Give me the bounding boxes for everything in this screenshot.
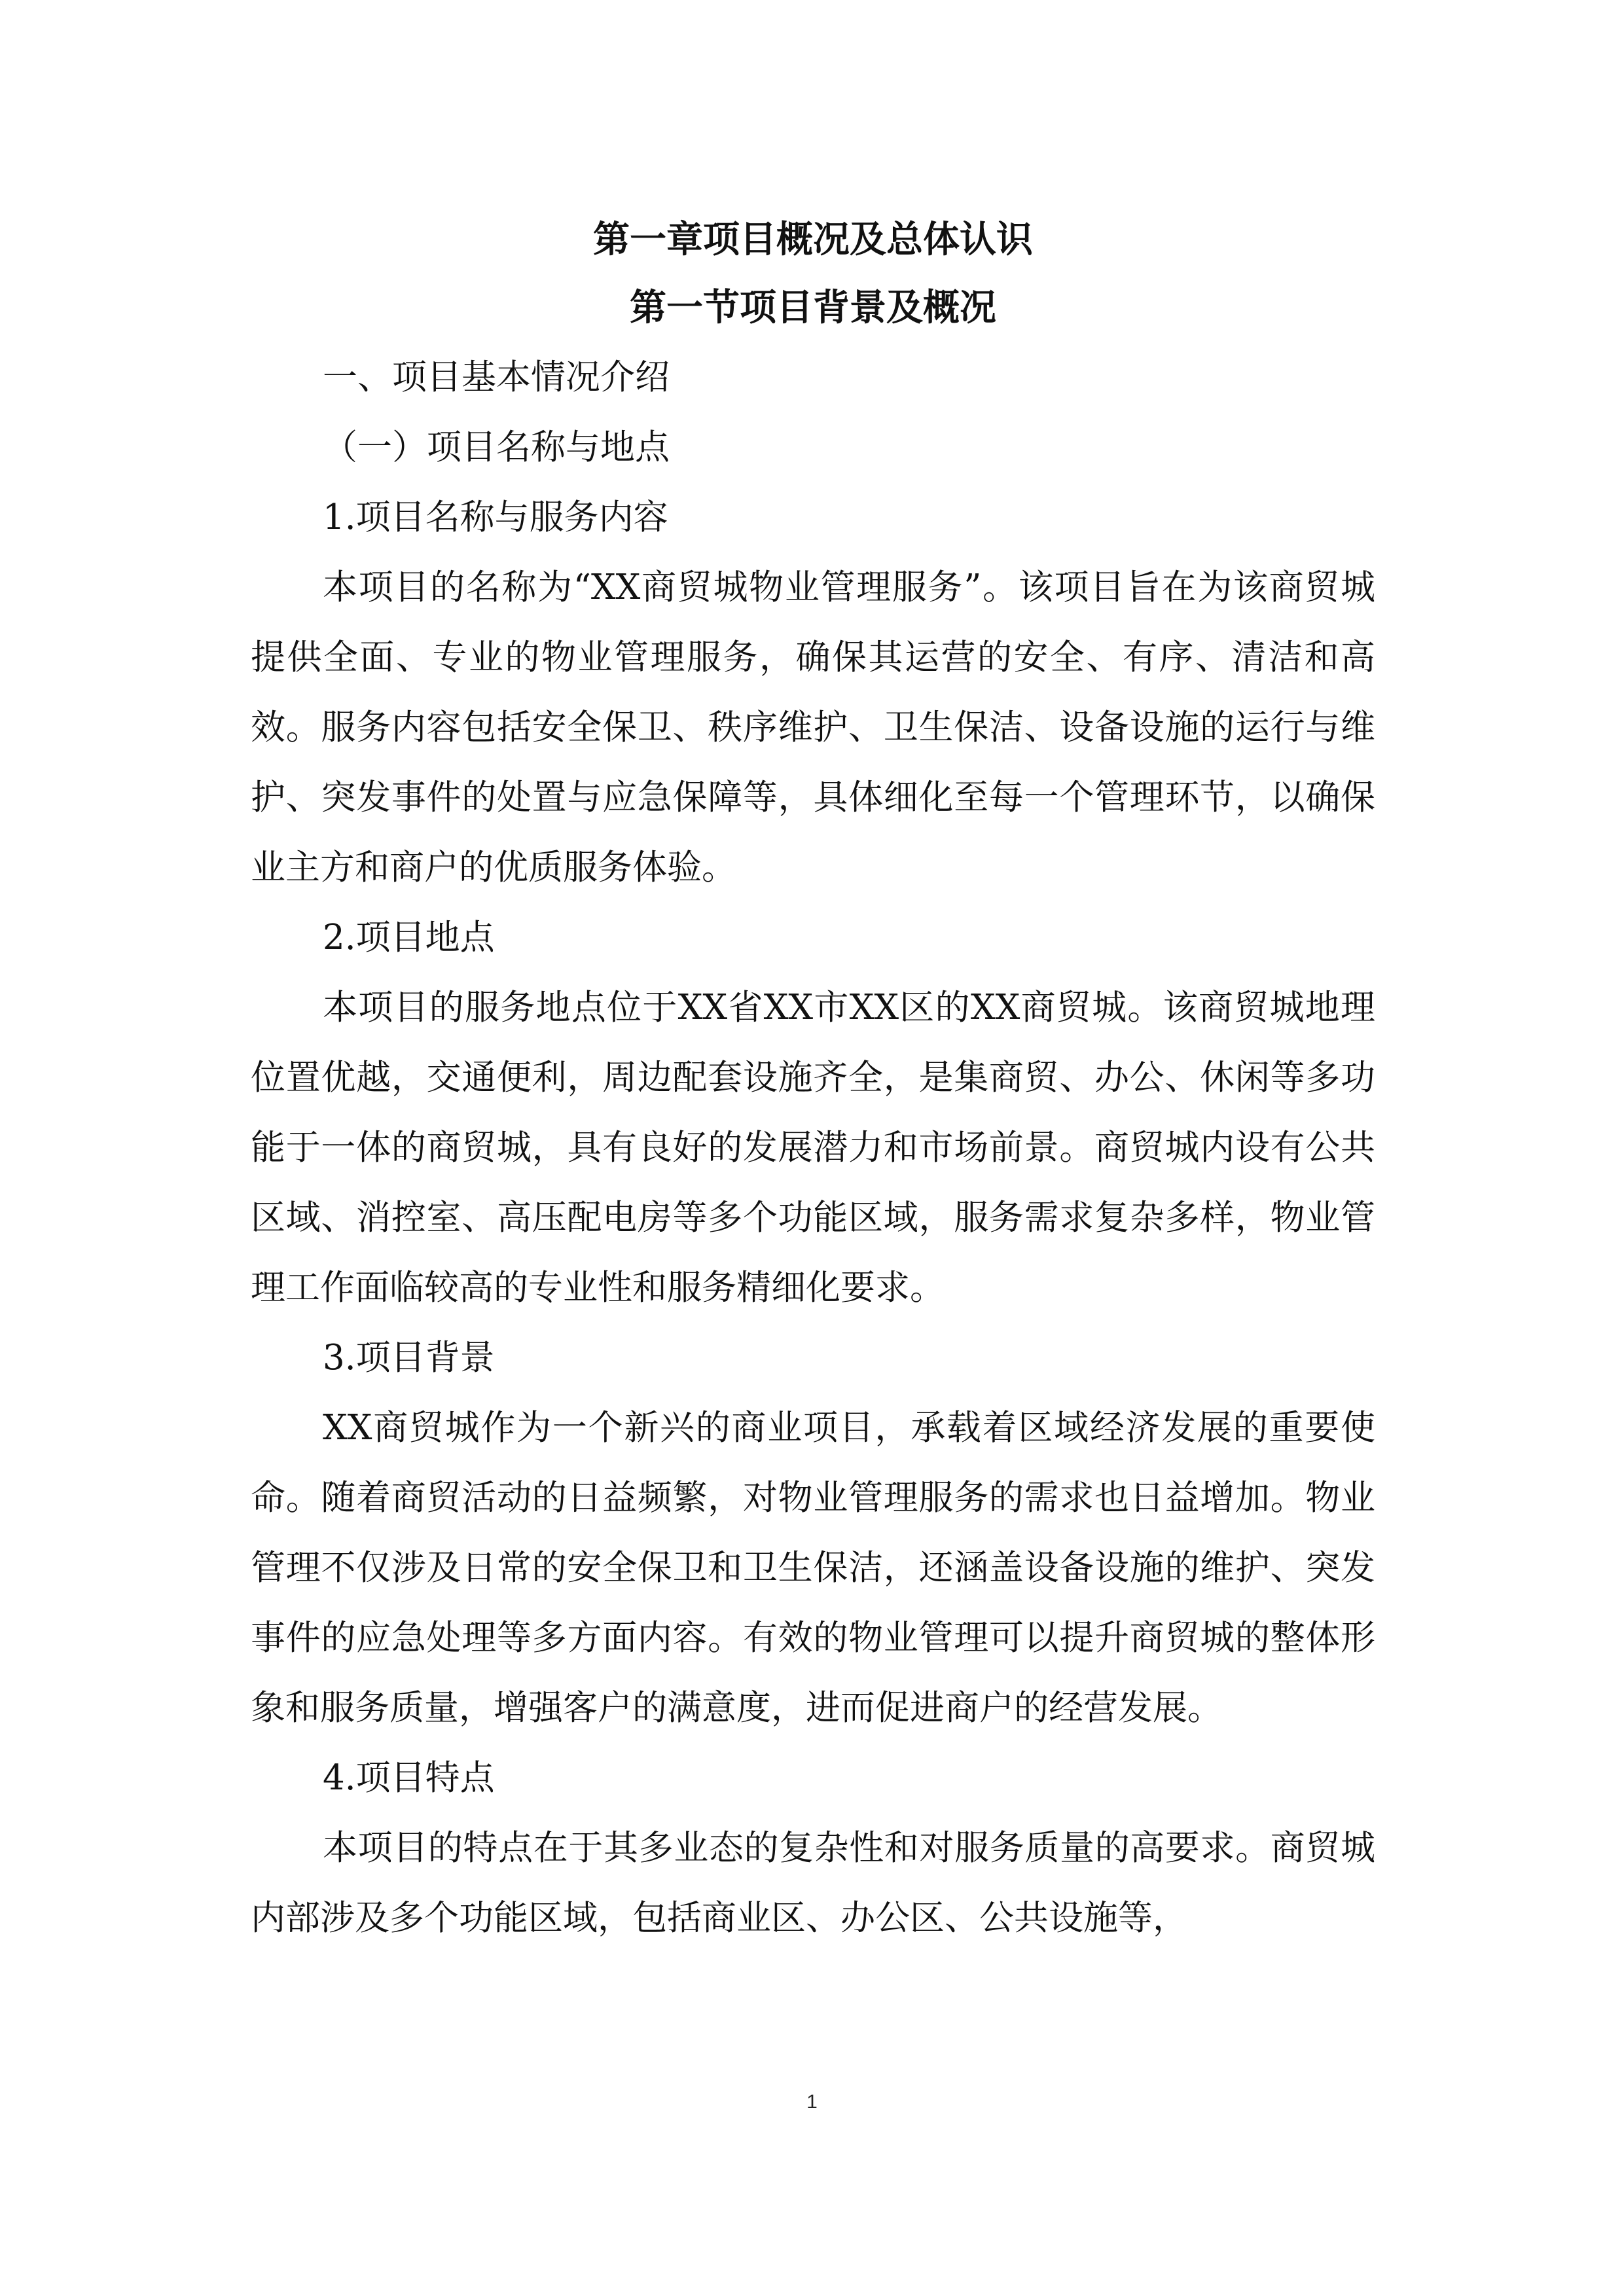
- item-2-title: 2.项目地点: [323, 918, 495, 958]
- item-3-body: XX商贸城作为一个新兴的商业项目，承载着区域经济发展的重要使命。随着商贸活动的日益频繁，对物业管理服务的需求也日益增加。物业管理不仅涉及日常的安全保卫和卫生保洁，还涵盖设备设施的维护、突发事件的应急处理等多方面内容。有效的物业管理可以提升商贸城的整体形象和服务质量，增强客户的满意度，进而促进商户的经营发展。: [251, 1408, 1375, 1728]
- item-4-title: 4.项目特点: [323, 1758, 495, 1798]
- chapter-title: 第一章项目概况及总体认识: [593, 219, 1033, 261]
- item-4-body: 本项目的特点在于其多业态的复杂性和对服务质量的高要求。商贸城内部涉及多个功能区域，包括商业区、办公区、公共设施等，: [251, 1828, 1375, 1938]
- page-number: 1: [806, 2091, 818, 2113]
- item-1-body: 本项目的名称为“XX商贸城物业管理服务”。该项目旨在为该商贸城提供全面、专业的物业管理服务，确保其运营的安全、有序、清洁和高效。服务内容包括安全保卫、秩序维护、卫生保洁、设备设施的运行与维护、突发事件的处置与应急保障等，具体细化至每一个管理环节，以确保业主方和商户的优质服务体验。: [251, 567, 1375, 888]
- item-3-title: 3.项目背景: [323, 1338, 495, 1378]
- section-title: 第一节项目背景及概况: [630, 287, 996, 329]
- item-2-body: 本项目的服务地点位于XX省XX市XX区的XX商贸城。该商贸城地理位置优越，交通便利，周边配套设施齐全，是集商贸、办公、休闲等多功能于一体的商贸城，具有良好的发展潜力和市场前景。商贸城内设有公共区域、消控室、高压配电房等多个功能区域，服务需求复杂多样，物业管理工作面临较高的专业性和服务精细化要求。: [251, 988, 1375, 1308]
- heading-level-1: 一、项目基本情况介绍: [323, 357, 670, 397]
- item-1-title: 1.项目名称与服务内容: [323, 497, 668, 537]
- page-content: [251, 206, 1375, 1953]
- heading-level-2: （一）项目名称与地点: [323, 427, 670, 467]
